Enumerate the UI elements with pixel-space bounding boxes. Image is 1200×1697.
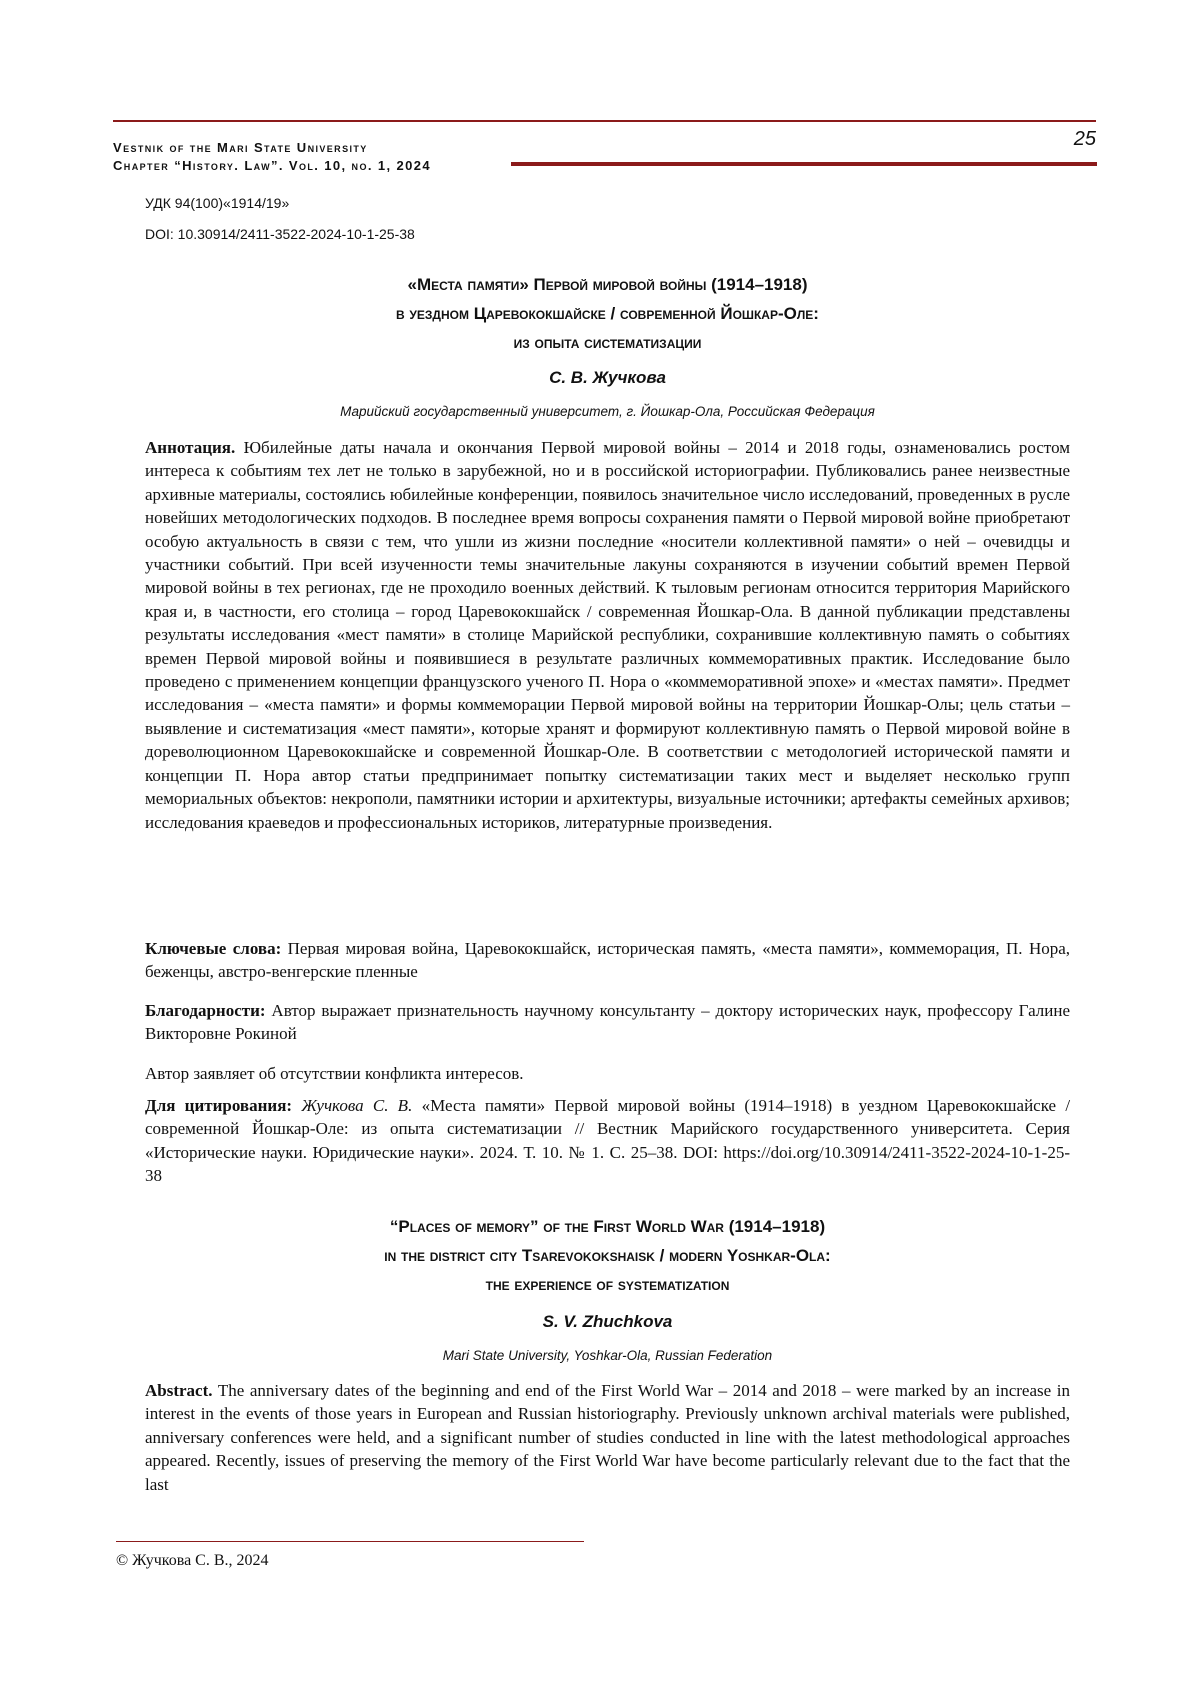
ru-keywords-label: Ключевые слова: <box>145 939 282 958</box>
ru-abstract-text: Юбилейные даты начала и окончания Первой мировой войны – 2014 и 2018 годы, ознаменовались ростом интереса к событиям тех лет не только в зарубежной, но и в российской историографии. Публиковались ранее неизвестные архивные материалы, состоялись юбилейные конференции, появилось значительное число исследований, проведенных в русле новейших методологических подходов. В последнее время вопросы сохранения памяти о Первой мировой войне приобретают особую актуальность в связи с тем, что ушли из жизни последние «носители коллективной памяти» о ней – очевидцы и участники событий. При всей изученности темы значительные лакуны сохраняются в изучении событий времен Первой мировой войны в тех регионах, где не проходило военных действий. К тыловым регионам относится территория Марийского края и, в частности, его столица – город Царевококшайск / современная Йошкар-Ола. В данной публикации представлены результаты исследования «мест памяти» в столице Марийской республики, сохранившие коллективную память о событиях времен Первой мировой войны и появившиеся в результате различных коммеморативных практик. Исследование было проведено с применением концепции французского ученого П. Нора о «коммеморативной эпохе» и «местах памяти». Предмет исследования – «места памяти» и формы коммеморации Первой мировой войны на территории Йошкар-Олы; цель статьи – выявление и систематизация «мест памяти», которые хранят и формируют коллективную память о Первой мировой войне в дореволюционном Царевококшайске и современной Йошкар-Оле. В соответствии с методологией исторической памяти и концепции П. Нора автор статьи предпринимает попытку систематизации таких мест и выделяет несколько групп мемориальных объектов: некрополи, памятники истории и архитектуры, визуальные источники; артефакты семейных архивов; исследования краеведов и профессиональных историков, литературные произведения. <box>145 438 1070 832</box>
en-title-line: “Places of memory” of the First World War (1914–1918) <box>389 1217 826 1236</box>
ru-keywords-text: Первая мировая война, Царевококшайск, историческая память, «места памяти», коммеморация, П. Нора, беженцы, австро-венгерские пленные <box>145 939 1071 982</box>
ru-abstract-label: Аннотация. <box>145 438 236 457</box>
en-author: S. V. Zhuchkova <box>542 1312 673 1331</box>
ru-cite-author: Жучкова С. В. <box>301 1096 413 1115</box>
ru-thanks-text: Автор выражает признательность научному консультанту – доктору исторических наук, профессору Галине Викторовне Рокиной <box>145 1001 1071 1044</box>
header-top-rule <box>113 120 1096 122</box>
copyright-footnote: © Жучкова С. В., 2024 <box>116 1552 269 1569</box>
ru-article-title <box>145 270 1070 357</box>
journal-issue: Chapter “History. Law”. Vol. 10, no. 1, 2024 <box>113 158 432 173</box>
ru-citation <box>145 1094 1070 1188</box>
ru-keywords <box>145 937 1070 984</box>
header-accent-bar <box>511 162 1097 166</box>
ru-abstract <box>145 436 1070 834</box>
en-title-line: the experience of systematization <box>485 1275 730 1294</box>
ru-title-line: из опыта систематизации <box>513 333 702 352</box>
ru-cite-text: «Места памяти» Первой мировой войны (1914–1918) в уездном Царевококшайске / современной Йошкар-Оле: из опыта систематизации // Вестник Марийского государственного университета. Серия «Исторические науки. Юридические науки». 2024. Т. 10. № 1. С. 25–38. DOI: https://doi.org/10.30914/2411-3522-2024-10-1-25-38 <box>145 1096 1071 1186</box>
ru-acknowledgements <box>145 999 1070 1046</box>
footnote-rule <box>116 1541 584 1542</box>
en-abstract-text: The anniversary dates of the beginning and end of the First World War – 2014 and 2018 – were marked by an increase in interest in the events of those years in European and Russian historiography. Previously unknown archival materials were published, anniversary conferences were held, and a significant number of studies conducted in line with the latest methodological approaches appeared. Recently, issues of preserving the memory of the First World War have become particularly relevant due to the fact that the last <box>145 1381 1070 1494</box>
en-title-line: in the district city Tsarevokokshaisk / modern Yoshkar-Ola: <box>384 1246 831 1265</box>
en-affiliation: Mari State University, Yoshkar-Ola, Russian Federation <box>442 1348 773 1363</box>
ru-title-line: «Места памяти» Первой мировой войны (1914–1918) <box>407 275 808 294</box>
ru-affiliation: Марийский государственный университет, г. Йошкар-Ола, Российская Федерация <box>340 404 875 419</box>
page-number: 25 <box>1073 128 1096 150</box>
en-abstract <box>145 1379 1070 1496</box>
udk-code: УДК 94(100)«1914/19» <box>145 195 290 211</box>
journal-header <box>113 139 431 175</box>
ru-author: С. В. Жучкова <box>549 368 666 387</box>
ru-conflict-statement: Автор заявляет об отсутствии конфликта интересов. <box>145 1064 524 1083</box>
ru-title-line: в уездном Царевококшайске / современной Йошкар-Оле: <box>396 304 819 323</box>
journal-name: Vestnik of the Mari State University <box>113 140 368 155</box>
ru-thanks-label: Благодарности: <box>145 1001 266 1020</box>
ru-cite-label: Для цитирования: <box>145 1096 293 1115</box>
en-abstract-label: Abstract. <box>145 1381 213 1400</box>
doi: DOI: 10.30914/2411-3522-2024-10-1-25-38 <box>145 226 415 242</box>
en-article-title <box>145 1212 1070 1299</box>
